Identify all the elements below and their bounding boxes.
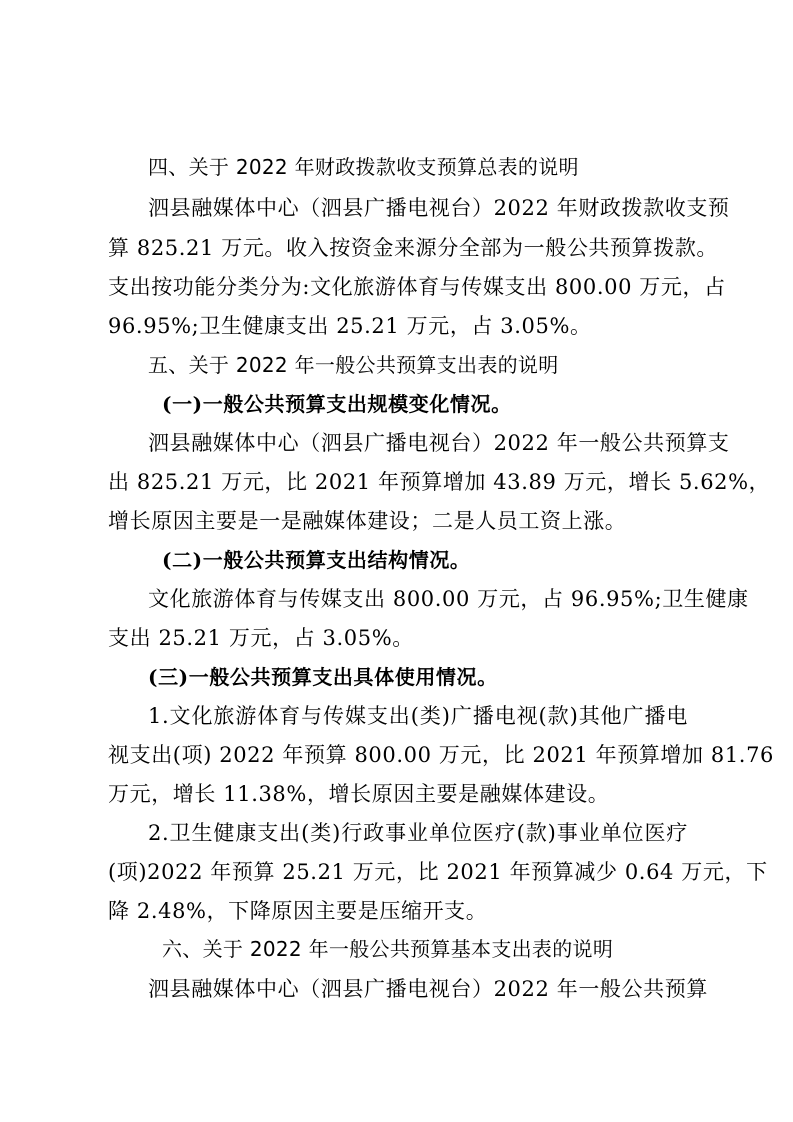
paragraph-line: 视支出(项) 2022 年预算 800.00 万元，比 2021 年预算增加 81.76 <box>108 743 774 767</box>
paragraph-line: 泗县融媒体中心（泗县广播电视台）2022 年一般公共预算支 <box>148 431 730 455</box>
section-4-heading: 四、关于 2022 年财政拨款收支预算总表的说明 <box>148 155 579 179</box>
paragraph-line: 2.卫生健康支出(类)行政事业单位医疗(款)事业单位医疗 <box>148 821 688 845</box>
paragraph-line: 1.文化旅游体育与传媒支出(类)广播电视(款)其他广播电 <box>148 704 688 728</box>
subsection-heading: (二)一般公共预算支出结构情况。 <box>162 548 471 572</box>
paragraph-line: 增长原因主要是一是融媒体建设；二是人员工资上涨。 <box>108 509 627 533</box>
paragraph-line: 96.95%;卫生健康支出 25.21 万元，占 3.05%。 <box>108 314 592 338</box>
paragraph-line: 泗县融媒体中心（泗县广播电视台）2022 年财政拨款收支预 <box>148 196 730 220</box>
paragraph-line: 算 825.21 万元。收入按资金来源分全部为一般公共预算拨款。 <box>108 236 719 260</box>
section-6-heading: 六、关于 2022 年一般公共预算基本支出表的说明 <box>162 937 614 961</box>
paragraph-line: 万元，增长 11.38%，增长原因主要是融媒体建设。 <box>108 782 610 806</box>
paragraph-line: 支出按功能分类分为:文化旅游体育与传媒支出 800.00 万元，占 <box>108 275 726 299</box>
paragraph-line: 出 825.21 万元，比 2021 年预算增加 43.89 万元，增长 5.62%， <box>108 470 771 494</box>
paragraph-line: 支出 25.21 万元，占 3.05%。 <box>108 626 414 650</box>
paragraph-line: 泗县融媒体中心（泗县广播电视台）2022 年一般公共预算 <box>148 977 708 1001</box>
paragraph-line: (项)2022 年预算 25.21 万元，比 2021 年预算减少 0.64 万元，下 <box>108 860 768 884</box>
subsection-heading: (三)一般公共预算支出具体使用情况。 <box>148 665 498 689</box>
paragraph-line: 文化旅游体育与传媒支出 800.00 万元，占 96.95%;卫生健康 <box>148 587 749 611</box>
subsection-heading: (一)一般公共预算支出规模变化情况。 <box>162 392 512 416</box>
paragraph-line: 降 2.48%，下降原因主要是压缩开支。 <box>108 899 488 923</box>
section-5-heading: 五、关于 2022 年一般公共预算支出表的说明 <box>148 353 559 377</box>
